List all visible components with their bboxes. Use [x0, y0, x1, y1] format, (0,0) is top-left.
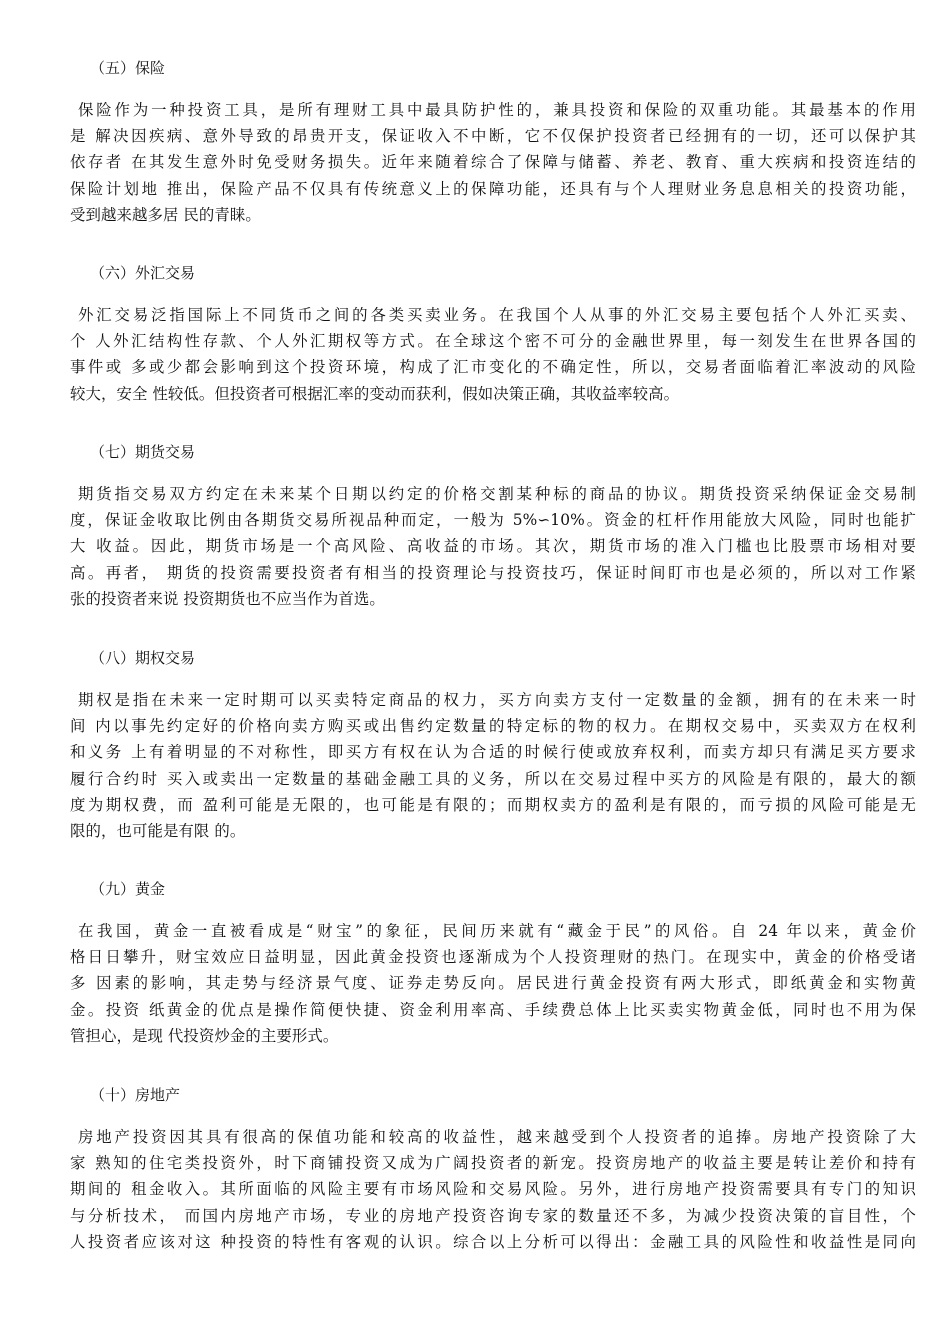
- section-options: [70, 647, 916, 844]
- section-paragraph: [70, 687, 916, 844]
- paragraph-line: 保险计划地 推出，保险产品不仅具有传统意义上的保障功能，还具有与个人理财业务息息相关的投资功能，: [70, 179, 916, 198]
- paragraph-line: 大 收益。因此，期货市场是一个高风险、高收益的市场。其次，期货市场的准入门槛也比股票市场相对要: [70, 537, 916, 556]
- paragraph-line: 受到越来越多居 民的青睐。: [70, 205, 261, 224]
- paragraph-line: 依存者 在其发生意外时免受财务损失。近年来随着综合了保障与储蓄、养老、教育、重大疾病和投资连结的: [70, 153, 916, 172]
- paragraph-line: 间 内以事先约定好的价格向卖方购买或出售约定数量的特定标的物的权力。在期权交易中，买卖双方在权利: [70, 717, 916, 736]
- paragraph-line: 管担心，是现 代投资炒金的主要形式。: [70, 1026, 339, 1045]
- section-paragraph: [70, 302, 916, 407]
- paragraph-line: 房地产投资因其具有很高的保值功能和较高的收益性，越来越受到个人投资者的追捧。房地产投资除了大: [78, 1128, 916, 1146]
- paragraph-line: 和义务 上有着明显的不对称性，即买方有权在认为合适的时候行使或放弃权利，而卖方却只有满足买方要求: [70, 743, 916, 762]
- paragraph-line: 事件或 多或少都会影响到这个投资环境，构成了汇市变化的不确定性，所以，交易者面临着汇率波动的风险: [70, 358, 916, 377]
- section-gold: [70, 878, 916, 1049]
- paragraph-line: 张的投资者来说 投资期货也不应当作为首选。: [70, 589, 385, 608]
- section-heading: （八）期权交易: [90, 649, 196, 667]
- paragraph-line: 度，保证金收取比例由各期货交易所视品种而定，一般为 5%∽10%。资金的杠杆作用能放大风险，同时也能扩: [70, 511, 916, 530]
- paragraph-line: 保险作为一种投资工具，是所有理财工具中最具防护性的，兼具投资和保险的双重功能。其最基本的作用: [78, 101, 916, 119]
- section-real-estate: [70, 1084, 916, 1255]
- paragraph-line: 个 人外汇结构性存款、个人外汇期权等方式。在全球这个密不可分的金融世界里，每一刻发生在世界各国的: [70, 332, 916, 351]
- section-insurance: [70, 57, 916, 228]
- paragraph-line: 金。投资 纸黄金的优点是操作简便快捷、资金利用率高、手续费总体上比买卖实物黄金低，同时也不用为保: [70, 1000, 916, 1019]
- section-heading: （六）外汇交易: [90, 264, 196, 282]
- paragraph-line: 期间的 租金收入。其所面临的风险主要有市场风险和交易风险。另外，进行房地产投资需要具有专门的知识: [70, 1180, 916, 1199]
- paragraph-line: 履行合约时 买入或卖出一定数量的基础金融工具的义务，所以在交易过程中买方的风险是有限的，最大的额: [70, 769, 916, 788]
- paragraph-line: 期权是指在未来一定时期可以买卖特定商品的权力，买方向卖方支付一定数量的金额，拥有的在未来一时: [78, 691, 916, 709]
- paragraph-line: 是 解决因疾病、意外导致的昂贵开支，保证收入不中断，它不仅保护投资者已经拥有的一切，还可以保护其: [70, 127, 916, 146]
- paragraph-line: 家 熟知的住宅类投资外，时下商铺投资又成为广阔投资者的新宠。投资房地产的收益主要是转让差价和持有: [70, 1154, 916, 1173]
- section-paragraph: [70, 97, 916, 228]
- paragraph-line: 期货指交易双方约定在未来某个日期以约定的价格交割某种标的商品的协议。期货投资采纳保证金交易制: [78, 485, 916, 503]
- paragraph-line: 较大，安全 性较低。但投资者可根据汇率的变动而获利，假如决策正确，其收益率较高。: [70, 384, 680, 403]
- paragraph-line: 多 因素的影响，其走势与经济景气度、证券走势反向。居民进行黄金投资有两大形式，即纸黄金和实物黄: [70, 974, 916, 993]
- section-heading: （九）黄金: [90, 880, 166, 898]
- paragraph-line: 格日日攀升，财宝效应日益明显，因此黄金投资也逐渐成为个人投资理财的热门。在现实中，黄金的价格受诸: [70, 948, 916, 967]
- paragraph-line: 高。再者， 期货的投资需要投资者有相当的投资理论与投资技巧，保证时间盯市也是必须的，所以对工作紧: [70, 563, 916, 582]
- section-heading: （五）保险: [90, 59, 166, 77]
- paragraph-line: 人投资者应该对这 种投资的特性有客观的认识。综合以上分析可以得出：金融工具的风险性和收益性是同向: [70, 1232, 916, 1251]
- paragraph-line: 限的，也可能是有限 的。: [70, 821, 246, 840]
- section-heading: （七）期货交易: [90, 443, 196, 461]
- paragraph-line: 在我国，黄金一直被看成是“财宝”的象征，民间历来就有“藏金于民”的风俗。自 24 年以来，黄金价: [78, 922, 916, 940]
- section-forex: [70, 262, 916, 407]
- section-futures: [70, 441, 916, 612]
- paragraph-line: 与分析技术， 而国内房地产市场，专业的房地产投资咨询专家的数量还不多，为减少投资决策的盲目性，个: [70, 1206, 916, 1225]
- section-paragraph: [70, 481, 916, 612]
- paragraph-line: 度为期权费，而 盈利可能是无限的，也可能是有限的；而期权卖方的盈利是有限的，而亏损的风险可能是无: [70, 795, 916, 814]
- paragraph-line: 外汇交易泛指国际上不同货币之间的各类买卖业务。在我国个人从事的外汇交易主要包括个人外汇买卖、: [78, 306, 916, 324]
- section-paragraph: [70, 918, 916, 1049]
- section-paragraph: [70, 1124, 916, 1255]
- section-heading: （十）房地产: [90, 1086, 181, 1104]
